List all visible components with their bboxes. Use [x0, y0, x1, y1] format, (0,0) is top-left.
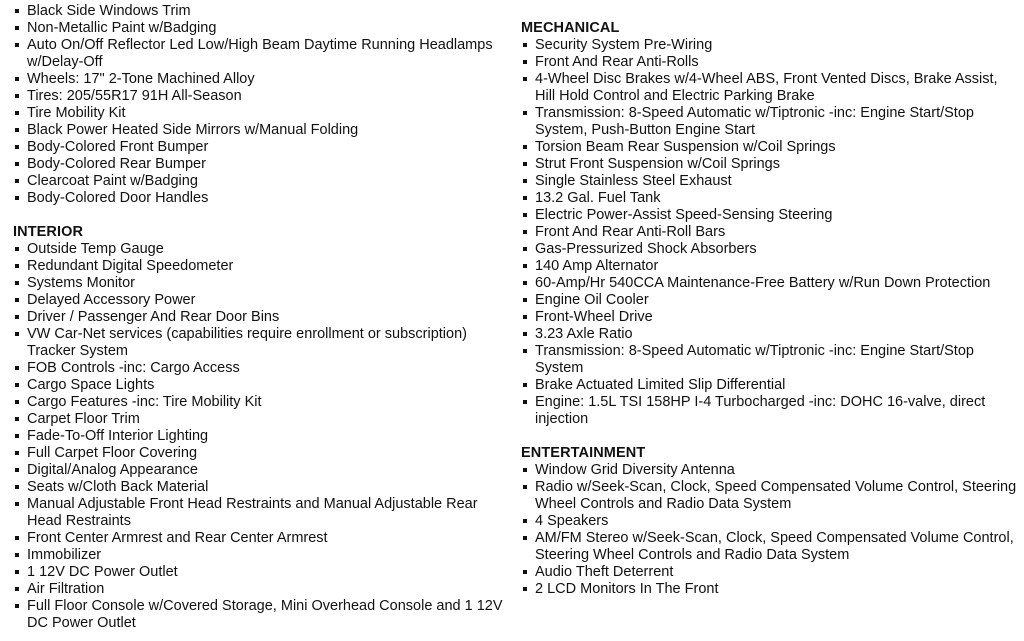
bullet-icon	[523, 383, 527, 387]
list-item-text: Wheels: 17" 2-Tone Machined Alloy	[27, 71, 255, 87]
interior-heading: INTERIOR	[13, 224, 84, 240]
bullet-icon	[523, 400, 527, 404]
list-item	[13, 139, 513, 156]
list-item-text: 4-Wheel Disc Brakes w/4-Wheel ABS, Front Vented Discs, Brake Assist, Hill Hold Control and Electric Parking Brake	[535, 71, 998, 104]
list-item-text: Transmission: 8-Speed Automatic w/Tiptronic -inc: Engine Start/Stop System	[535, 343, 974, 376]
list-item	[13, 258, 513, 275]
entertainment-list	[521, 462, 1021, 598]
list-item	[521, 479, 1021, 513]
list-item-text: Redundant Digital Speedometer	[27, 258, 234, 274]
bullet-icon	[523, 145, 527, 149]
mechanical-heading: MECHANICAL	[521, 20, 620, 36]
bullet-icon	[15, 587, 19, 591]
list-item	[13, 530, 513, 547]
list-item-text: Gas-Pressurized Shock Absorbers	[535, 241, 757, 257]
list-item-text: AM/FM Stereo w/Seek-Scan, Clock, Speed Compensated Volume Control, Steering Wheel Controls and Radio Data System	[535, 530, 1014, 563]
list-item-text: Front-Wheel Drive	[535, 309, 653, 325]
list-item-text: Tire Mobility Kit	[27, 105, 126, 121]
bullet-icon	[15, 332, 19, 336]
list-item-text: Body-Colored Door Handles	[27, 190, 209, 206]
list-item-text: Engine: 1.5L TSI 158HP I-4 Turbocharged -inc: DOHC 16-valve, direct injection	[535, 394, 986, 427]
list-item	[521, 54, 1021, 71]
bullet-icon	[15, 196, 19, 200]
list-item	[13, 292, 513, 309]
list-item-text: Transmission: 8-Speed Automatic w/Tiptronic -inc: Engine Start/Stop System, Push-Button Engine Start	[535, 105, 974, 138]
list-item	[521, 258, 1021, 275]
list-item-text: 60-Amp/Hr 540CCA Maintenance-Free Battery w/Run Down Protection	[535, 275, 991, 291]
bullet-icon	[15, 264, 19, 268]
bullet-icon	[15, 43, 19, 47]
list-item-text: Outside Temp Gauge	[27, 241, 164, 257]
bullet-icon	[15, 434, 19, 438]
bullet-icon	[15, 77, 19, 81]
list-item	[13, 479, 513, 496]
list-item	[521, 530, 1021, 564]
bullet-icon	[523, 519, 527, 523]
list-item-text: Manual Adjustable Front Head Restraints and Manual Adjustable Rear Head Restraints	[27, 496, 478, 529]
bullet-icon	[15, 536, 19, 540]
list-item-text: Body-Colored Front Bumper	[27, 139, 209, 155]
list-item	[521, 207, 1021, 224]
bullet-icon	[15, 570, 19, 574]
list-item	[521, 105, 1021, 139]
list-item-text: 140 Amp Alternator	[535, 258, 659, 274]
list-item	[13, 360, 513, 377]
list-item-text: Cargo Space Lights	[27, 377, 155, 393]
list-item	[13, 122, 513, 139]
list-item	[13, 71, 513, 88]
bullet-icon	[15, 281, 19, 285]
list-item	[521, 581, 1021, 598]
list-item-text: Systems Monitor	[27, 275, 135, 291]
list-item-text: Brake Actuated Limited Slip Differential	[535, 377, 786, 393]
list-item	[521, 241, 1021, 258]
list-item-text: Audio Theft Deterrent	[535, 564, 674, 580]
list-item	[13, 581, 513, 598]
list-item	[13, 37, 513, 71]
list-item	[13, 445, 513, 462]
bullet-icon	[15, 315, 19, 319]
list-item	[13, 309, 513, 326]
bullet-icon	[523, 179, 527, 183]
list-item	[13, 20, 513, 37]
bullet-icon	[523, 281, 527, 285]
list-item-text: Single Stainless Steel Exhaust	[535, 173, 732, 189]
list-item-text: Electric Power-Assist Speed-Sensing Steering	[535, 207, 833, 223]
list-item	[13, 547, 513, 564]
list-item	[13, 241, 513, 258]
list-item-text: Front Center Armrest and Rear Center Armrest	[27, 530, 328, 546]
bullet-icon	[15, 502, 19, 506]
list-item-text: Strut Front Suspension w/Coil Springs	[535, 156, 780, 172]
bullet-icon	[523, 43, 527, 47]
bullet-icon	[15, 400, 19, 404]
list-item	[521, 156, 1021, 173]
bullet-icon	[15, 145, 19, 149]
list-item	[521, 564, 1021, 581]
bullet-icon	[15, 162, 19, 166]
list-item	[521, 394, 1021, 428]
list-item	[521, 513, 1021, 530]
list-item-text: 4 Speakers	[535, 513, 609, 529]
list-item-text: Full Carpet Floor Covering	[27, 445, 198, 461]
list-item	[13, 598, 513, 632]
list-item-text: Radio w/Seek-Scan, Clock, Speed Compensated Volume Control, Steering Wheel Controls and Radio Data System	[535, 479, 1017, 512]
list-item-text: Window Grid Diversity Antenna	[535, 462, 735, 478]
bullet-icon	[523, 162, 527, 166]
bullet-icon	[15, 94, 19, 98]
list-item-text: 2 LCD Monitors In The Front	[535, 581, 719, 597]
list-item	[521, 190, 1021, 207]
list-item	[521, 275, 1021, 292]
bullet-icon	[523, 485, 527, 489]
list-item-text: Black Side Windows Trim	[27, 3, 191, 19]
right-column	[521, 0, 1021, 598]
bullet-icon	[523, 77, 527, 81]
bullet-icon	[523, 247, 527, 251]
bullet-icon	[15, 553, 19, 557]
list-item	[13, 496, 513, 530]
bullet-icon	[15, 451, 19, 455]
bullet-icon	[523, 60, 527, 64]
bullet-icon	[523, 298, 527, 302]
list-item	[521, 224, 1021, 241]
list-item	[13, 88, 513, 105]
list-item-text: Security System Pre-Wiring	[535, 37, 713, 53]
bullet-icon	[523, 468, 527, 472]
bullet-icon	[15, 417, 19, 421]
left-column	[13, 0, 513, 632]
bullet-icon	[15, 111, 19, 115]
list-item	[13, 394, 513, 411]
list-item-text: Carpet Floor Trim	[27, 411, 140, 427]
interior-list	[13, 241, 513, 632]
list-item-text: Immobilizer	[27, 547, 102, 563]
bullet-icon	[523, 196, 527, 200]
section-gap	[13, 207, 513, 224]
list-item-text: Body-Colored Rear Bumper	[27, 156, 206, 172]
list-item	[13, 156, 513, 173]
list-item	[13, 275, 513, 292]
list-item	[521, 326, 1021, 343]
list-item	[13, 462, 513, 479]
bullet-icon	[523, 264, 527, 268]
exterior-list	[13, 3, 513, 207]
list-item	[13, 377, 513, 394]
bullet-icon	[523, 111, 527, 115]
list-item	[521, 37, 1021, 54]
list-item-text: Cargo Features -inc: Tire Mobility Kit	[27, 394, 262, 410]
list-item	[13, 428, 513, 445]
list-item-text: Tires: 205/55R17 91H All-Season	[27, 88, 242, 104]
bullet-icon	[523, 315, 527, 319]
list-item-text: Auto On/Off Reflector Led Low/High Beam Daytime Running Headlamps w/Delay-Off	[27, 37, 493, 70]
list-item	[13, 190, 513, 207]
list-item	[13, 411, 513, 428]
list-item-text: FOB Controls -inc: Cargo Access	[27, 360, 240, 376]
list-item	[521, 462, 1021, 479]
list-item	[521, 343, 1021, 377]
list-item-text: 3.23 Axle Ratio	[535, 326, 633, 342]
list-item-text: Black Power Heated Side Mirrors w/Manual Folding	[27, 122, 359, 138]
list-item-text: Non-Metallic Paint w/Badging	[27, 20, 217, 36]
list-item-text: 1 12V DC Power Outlet	[27, 564, 178, 580]
list-item-text: Clearcoat Paint w/Badging	[27, 173, 198, 189]
list-item	[13, 564, 513, 581]
bullet-icon	[15, 128, 19, 132]
list-item-text: Full Floor Console w/Covered Storage, Mini Overhead Console and 1 12V DC Power Outlet	[27, 598, 503, 631]
bullet-icon	[523, 230, 527, 234]
bullet-icon	[15, 604, 19, 608]
list-item-text: Torsion Beam Rear Suspension w/Coil Springs	[535, 139, 836, 155]
bullet-icon	[15, 179, 19, 183]
list-item-text: Digital/Analog Appearance	[27, 462, 198, 478]
list-item-text: VW Car-Net services (capabilities require enrollment or subscription) Tracker System	[27, 326, 467, 359]
entertainment-heading: ENTERTAINMENT	[521, 445, 646, 461]
bullet-icon	[15, 485, 19, 489]
bullet-icon	[523, 213, 527, 217]
bullet-icon	[523, 570, 527, 574]
bullet-icon	[15, 298, 19, 302]
list-item-text: Seats w/Cloth Back Material	[27, 479, 209, 495]
list-item	[521, 292, 1021, 309]
section-gap	[521, 428, 1021, 445]
list-item-text: Air Filtration	[27, 581, 105, 597]
bullet-icon	[523, 536, 527, 540]
bullet-icon	[15, 26, 19, 30]
bullet-icon	[15, 383, 19, 387]
list-item	[13, 173, 513, 190]
list-item	[521, 173, 1021, 190]
list-item-text: Front And Rear Anti-Roll Bars	[535, 224, 726, 240]
list-item-text: Front And Rear Anti-Rolls	[535, 54, 699, 70]
bullet-icon	[15, 366, 19, 370]
list-item-text: Delayed Accessory Power	[27, 292, 196, 308]
list-item	[521, 377, 1021, 394]
list-item	[521, 71, 1021, 105]
mechanical-list	[521, 37, 1021, 428]
list-item	[13, 105, 513, 122]
list-item-text: Driver / Passenger And Rear Door Bins	[27, 309, 280, 325]
bullet-icon	[15, 247, 19, 251]
bullet-icon	[523, 587, 527, 591]
bullet-icon	[523, 349, 527, 353]
list-item-text: 13.2 Gal. Fuel Tank	[535, 190, 661, 206]
list-item	[13, 3, 513, 20]
list-item	[521, 139, 1021, 156]
bullet-icon	[15, 468, 19, 472]
bullet-icon	[15, 9, 19, 13]
list-item-text: Fade-To-Off Interior Lighting	[27, 428, 209, 444]
bullet-icon	[523, 332, 527, 336]
list-item	[13, 326, 513, 360]
list-item	[521, 309, 1021, 326]
list-item-text: Engine Oil Cooler	[535, 292, 649, 308]
